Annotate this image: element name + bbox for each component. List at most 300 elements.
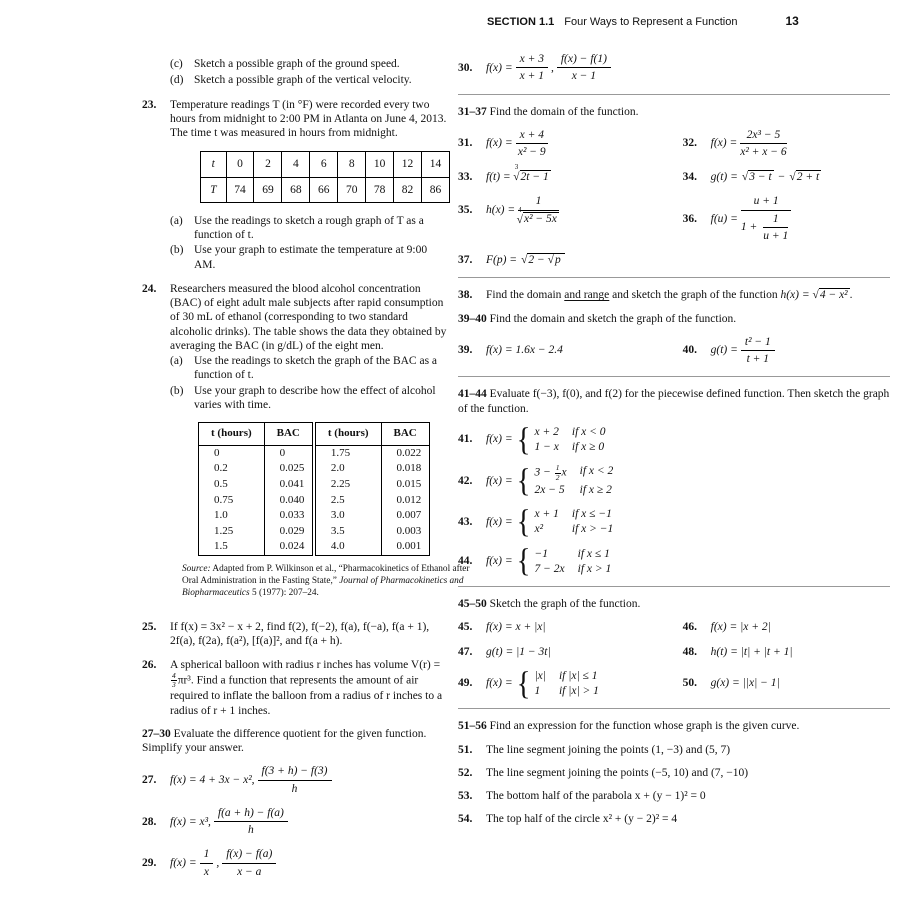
table-cell: 6 <box>310 152 338 177</box>
item-d <box>170 73 450 87</box>
case-expression: 1 <box>534 685 541 698</box>
table-header-row <box>199 423 430 446</box>
problem-number: 41. <box>458 433 473 446</box>
table-header: BAC <box>381 423 429 446</box>
case-condition: if x > 1 <box>577 562 612 575</box>
function-expression: f(u) = <box>710 212 738 225</box>
case-condition: if |x| > 1 <box>558 685 599 698</box>
radical-sign: √ <box>521 254 528 267</box>
square-root <box>521 253 565 267</box>
subitem-a <box>170 214 450 243</box>
function-expression: f(x) = |x + 2| <box>710 621 771 634</box>
table-cell: 14 <box>422 152 450 177</box>
piecewise-cases <box>517 464 614 497</box>
function-expression: f(t) = <box>486 170 511 183</box>
denominator: h <box>291 782 298 795</box>
numerator: 1 <box>518 194 559 210</box>
problem-number: 37. <box>458 254 473 267</box>
problem-number: 29. <box>142 857 157 870</box>
denominator: x² − 9 <box>517 146 546 158</box>
problem-text: If f(x) = 3x² − x + 2, find f(2), f(−2), f(a), f(−a), f(a + 1), 2f(a), f(2a), f(a²), [f(a)]², and f(a + h). <box>170 621 430 648</box>
table-cell: 68 <box>282 177 310 202</box>
problem-number: 53. <box>458 790 473 803</box>
radical-sign: √ <box>789 170 796 183</box>
table-cell: 2.25 <box>314 477 381 493</box>
table-row <box>199 539 430 555</box>
case-condition: if x ≤ 1 <box>577 547 610 560</box>
square-root <box>789 170 821 184</box>
fraction <box>516 128 548 160</box>
problem-text: The line segment joining the points (1, −3) and (5, 7) <box>486 743 731 756</box>
group-instruction: Find the domain and sketch the graph of the function. <box>489 312 737 325</box>
case-condition: if x < 2 <box>579 465 614 478</box>
left-brace: { <box>516 543 531 580</box>
fraction <box>200 847 214 879</box>
numerator: u + 1 <box>741 194 791 210</box>
table-row <box>199 524 430 540</box>
denominator-term: 1 + <box>740 221 758 234</box>
problem-number: 39. <box>458 344 473 357</box>
table-cell: 0.033 <box>264 508 314 524</box>
table-cell: 2.0 <box>314 461 381 477</box>
function-expression: f(x) = <box>486 61 513 74</box>
subitem-b <box>170 384 450 413</box>
problem-40 <box>683 335 890 367</box>
numerator: x + 4 <box>516 128 548 144</box>
expression-term: x <box>561 466 567 479</box>
problem-number: 26. <box>142 658 157 671</box>
root-index: 4 <box>518 205 522 214</box>
problem-number: 52. <box>458 766 473 779</box>
problem-43 <box>458 503 890 540</box>
table-header: t (hours) <box>199 423 265 446</box>
problem-number: 49. <box>458 677 473 690</box>
table-row <box>201 177 450 202</box>
problem-number: 33. <box>458 170 473 183</box>
subitem-b <box>170 243 450 272</box>
left-brace: { <box>516 503 531 540</box>
source-journal: Journal of Pharmacokinetics and Biopharmaceutics <box>182 576 464 599</box>
function-expression: f(x) = <box>170 857 197 870</box>
table-cell: 10 <box>366 152 394 177</box>
radicand: 4 − x² <box>819 289 848 302</box>
item-text: Use the readings to sketch a rough graph of T as a function of t. <box>194 214 424 241</box>
table-cell: 4.0 <box>314 539 381 555</box>
problem-46 <box>683 620 890 634</box>
radicand <box>527 253 564 266</box>
item-text: Sketch a possible graph of the vertical velocity. <box>194 74 412 87</box>
radical-sign: √ <box>513 171 520 184</box>
problem-number: 43. <box>458 515 473 528</box>
numerator: 2x³ − 5 <box>740 128 786 144</box>
source-text: Adapted from P. Wilkinson et al., “Pharmacokinetics of Ethanol after Oral Administration in the Fasting State,” <box>182 564 470 587</box>
table-cell: 0.024 <box>264 539 314 555</box>
table-header: BAC <box>264 423 314 446</box>
case-expression: 7 − 2x <box>534 562 565 575</box>
problem-number: 45. <box>458 621 473 634</box>
table-cell: 1.25 <box>214 524 234 537</box>
function-expression: f(x) = 1.6x − 2.4 <box>486 344 563 357</box>
function-expression <box>780 288 849 301</box>
function-expression: f(x) = <box>486 137 513 150</box>
problem-52 <box>458 766 890 780</box>
radicand: x² − 5x <box>523 213 557 226</box>
problem-31 <box>458 128 683 160</box>
table-cell: 0.029 <box>264 524 314 540</box>
problem-number: 24. <box>142 282 157 295</box>
function-expression: f(x) = <box>486 677 513 690</box>
section-title: Four Ways to Represent a Function <box>564 16 738 28</box>
denominator: x <box>203 865 210 878</box>
problem-53 <box>458 789 890 803</box>
case-expression: x + 2 <box>534 425 559 438</box>
case-condition: if x < 0 <box>571 425 606 438</box>
section-divider <box>458 586 890 587</box>
problem-text: The line segment joining the points (−5, 10) and (7, −10) <box>486 766 749 779</box>
problem-28 <box>142 806 450 838</box>
numerator: 4 <box>172 670 176 680</box>
radical-sign: √ <box>741 170 749 183</box>
section-divider <box>458 708 890 709</box>
case-condition: if |x| ≤ 1 <box>558 669 598 682</box>
table-row <box>201 152 450 177</box>
table-cell: 0.007 <box>381 508 429 524</box>
problem-number: 47. <box>458 645 473 658</box>
function-expression: g(t) = <box>710 344 738 357</box>
text-segment: A spherical balloon with radius r inches has volume V(r) = <box>170 658 441 671</box>
problem-range: 39–40 <box>458 312 487 325</box>
numerator: f(3 + h) − f(3) <box>258 764 332 780</box>
problem-number: 54. <box>458 813 473 826</box>
problem-number: 31. <box>458 137 473 150</box>
right-column <box>458 52 890 836</box>
problem-range: 27–30 <box>142 727 171 740</box>
section-label: SECTION 1.1 <box>487 16 555 28</box>
group-header-27-30 <box>142 727 450 756</box>
case-expression: −1 <box>534 547 549 560</box>
piecewise-cases <box>516 503 614 540</box>
problem-text: The top half of the circle x² + (y − 2)² = 4 <box>486 813 678 826</box>
problem-number: 28. <box>142 815 157 828</box>
radical-sign: √ <box>547 254 554 267</box>
problem-number: 42. <box>458 474 473 487</box>
fraction <box>741 335 775 367</box>
case-condition: if x ≥ 2 <box>579 483 612 496</box>
problem-number: 25. <box>142 621 157 634</box>
problem-number: 36. <box>682 212 697 225</box>
table-cell: 12 <box>394 152 422 177</box>
difference-quotient <box>258 764 332 796</box>
source-citation <box>182 563 478 599</box>
function-expression: f(x) = <box>486 515 513 528</box>
table-row <box>199 477 430 493</box>
table-cell: 0.022 <box>381 445 429 461</box>
table-cell: 69 <box>254 177 282 202</box>
problem-48 <box>683 645 890 659</box>
problem-34 <box>683 170 890 184</box>
case-expression: 2x − 5 <box>534 483 565 496</box>
table-cell: 78 <box>366 177 394 202</box>
comma: , <box>216 857 220 870</box>
table-cell: T <box>201 177 227 202</box>
table-cell: 1.0 <box>214 509 228 522</box>
denominator <box>516 205 559 227</box>
numerator: f(x) − f(1) <box>557 52 611 68</box>
piecewise-cases <box>516 543 612 580</box>
problem-range: 41–44 <box>458 388 487 401</box>
function-expression: g(t) = <box>710 170 738 183</box>
table-cell: 0.015 <box>381 477 429 493</box>
subitem-a <box>170 354 450 383</box>
problem-range: 51–56 <box>458 720 487 733</box>
item-text: Use your graph to describe how the effect of alcohol varies with time. <box>194 384 436 411</box>
denominator: x − a <box>237 865 262 878</box>
problem-text: Temperature readings T (in °F) were recorded every two hours from midnight to 2:00 PM in Atlanta on June 4, 2013. The time t was measured in hours from midnight. <box>170 98 447 139</box>
problem-number: 32. <box>682 137 697 150</box>
problem-row-39-40 <box>458 335 890 367</box>
numerator: t² − 1 <box>741 335 775 351</box>
item-c <box>170 57 450 71</box>
table-cell: 66 <box>310 177 338 202</box>
radicand: 2t − 1 <box>520 171 549 184</box>
table-cell: 0 <box>226 152 254 177</box>
problem-text: Researchers measured the blood alcohol concentration (BAC) of eight adult male subjects after rapid consumption of 30 mL of ethanol (corresponding to two standard alcoholic drinks). The table shows the data they obtained by averaging the BAC (in g/dL) of the eight men. <box>170 282 447 352</box>
item-text: Use the readings to sketch the graph of the BAC as a function of t. <box>194 355 438 382</box>
problem-number: 51. <box>458 743 473 756</box>
left-brace: { <box>516 665 531 702</box>
square-root <box>813 288 850 301</box>
case-condition: if x > −1 <box>571 523 614 536</box>
item-label: (c) <box>170 58 183 70</box>
numerator: 1 <box>200 847 214 863</box>
difference-quotient <box>214 806 288 838</box>
section-divider <box>458 277 890 278</box>
table-cell: 0.018 <box>381 461 429 477</box>
item-label: (d) <box>170 74 184 87</box>
function-expression: f(x) = x + |x| <box>486 621 546 634</box>
text-segment: πr³. Find a function that represents the amount of air required to inflate the balloon from a radius of r inches to a radius of r + 1 inches. <box>170 674 443 717</box>
problem-41 <box>458 421 890 458</box>
problem-number: 30. <box>458 61 473 74</box>
denominator: 3 <box>172 680 176 690</box>
problem-number: 34. <box>682 170 697 183</box>
problem-number: 50. <box>682 677 697 690</box>
table-header: t (hours) <box>314 423 381 446</box>
fraction <box>741 194 791 243</box>
problem-23 <box>142 98 450 273</box>
numerator: x + 3 <box>516 52 548 68</box>
problem-number: 35. <box>458 204 473 217</box>
problem-number: 46. <box>682 621 697 634</box>
table-cell: 0 <box>214 446 220 459</box>
nested-fraction <box>763 212 788 244</box>
fraction <box>171 672 177 690</box>
table-row <box>199 445 430 461</box>
table-cell: 82 <box>394 177 422 202</box>
problem-number: 48. <box>682 645 697 658</box>
table-cell: 0.012 <box>381 493 429 509</box>
bac-table <box>198 422 430 556</box>
square-root <box>742 170 774 184</box>
problem-range: 31–37 <box>458 105 487 118</box>
left-brace: { <box>516 421 531 458</box>
radicand: 2 + t <box>796 170 820 183</box>
numerator: f(a + h) − f(a) <box>214 806 288 822</box>
case-expression: 1 − x <box>534 441 559 454</box>
radicand-term: 2 − <box>528 254 545 267</box>
table-cell: 0.75 <box>214 493 234 506</box>
nested-square-root <box>548 253 563 266</box>
problem-38 <box>458 288 890 302</box>
case-condition: if x ≥ 0 <box>571 441 605 454</box>
problem-44 <box>458 543 890 580</box>
problem-33 <box>458 163 683 184</box>
table-cell: 0 <box>264 445 314 461</box>
source-label: Source: <box>182 564 211 574</box>
denominator: u + 1 <box>763 229 789 242</box>
piecewise-cases <box>516 665 599 702</box>
problem-row-31-32 <box>458 128 890 160</box>
group-header-41-44 <box>458 387 890 416</box>
problem-36 <box>683 194 890 243</box>
table-cell: 1.75 <box>314 445 381 461</box>
problem-number: 38. <box>458 289 473 302</box>
function-lead: h(x) = <box>780 289 810 302</box>
table-cell: 0.040 <box>264 493 314 509</box>
table-cell: 1.5 <box>214 540 228 553</box>
denominator: x + 1 <box>519 70 544 83</box>
problem-29 <box>142 847 450 879</box>
item-label: (b) <box>170 384 184 397</box>
table-row <box>199 493 430 509</box>
problem-37 <box>458 253 890 267</box>
denominator: x² + x − 6 <box>740 146 787 158</box>
denominator: t + 1 <box>746 353 770 366</box>
item-text: Use your graph to estimate the temperature at 9:00 AM. <box>194 244 428 271</box>
fourth-root <box>516 205 559 227</box>
table-row <box>199 461 430 477</box>
problem-row-35-36 <box>458 194 890 243</box>
group-instruction: Evaluate f(−3), f(0), and f(2) for the piecewise defined function. Then sketch the graph of the function. <box>458 388 890 415</box>
table-cell: 2.5 <box>314 493 381 509</box>
denominator <box>741 211 791 244</box>
problem-32 <box>683 128 890 160</box>
difference-quotient <box>222 847 276 879</box>
group-instruction: Evaluate the difference quotient for the given function. Simplify your answer. <box>142 727 427 755</box>
function-expression: g(x) = ||x| − 1| <box>710 677 780 690</box>
problem-45 <box>458 620 683 634</box>
table-cell: 0.003 <box>381 524 429 540</box>
problem-50 <box>683 676 890 690</box>
fraction <box>555 464 561 482</box>
problem-row-33-34 <box>458 163 890 184</box>
problem-text <box>170 658 450 718</box>
case-expression <box>535 464 567 482</box>
table-cell: 86 <box>422 177 450 202</box>
table-cell: 2 <box>254 152 282 177</box>
case-expression: |x| <box>534 669 546 682</box>
problem-26 <box>142 658 450 718</box>
table-row <box>199 508 430 524</box>
source-text: 5 (1977): 207–24. <box>249 588 319 599</box>
function-expression: f(x) = <box>486 555 513 568</box>
problem-row-45-46 <box>458 620 890 634</box>
problem-number: 27. <box>142 774 157 787</box>
denominator: x − 1 <box>571 70 597 83</box>
function-expression: h(x) = <box>486 204 516 217</box>
section-divider <box>458 94 890 95</box>
left-brace: { <box>516 462 531 499</box>
table-cell: 3.5 <box>314 524 381 540</box>
group-header-31-37 <box>458 105 890 119</box>
problem-number: 44. <box>458 555 473 568</box>
group-header-39-40 <box>458 312 890 326</box>
fraction <box>518 194 559 226</box>
root-index: 3 <box>514 163 519 172</box>
problem-range: 45–50 <box>458 598 487 611</box>
difference-quotient <box>557 52 611 84</box>
function-expression: f(x) = <box>710 137 738 150</box>
table-cell: 70 <box>338 177 366 202</box>
function-expression: F(p) = <box>486 254 518 267</box>
numerator: f(x) − f(a) <box>222 847 276 863</box>
radical-sign: √ <box>516 213 523 226</box>
comma: , <box>550 61 554 74</box>
problem-number: 40. <box>682 344 697 357</box>
case-condition: if x ≤ −1 <box>571 508 612 521</box>
table-cell: 0.001 <box>381 539 429 555</box>
table-cell: t <box>201 152 227 177</box>
minus-operator: − <box>777 170 786 183</box>
denominator: 2 <box>555 472 560 482</box>
problem-row-47-48 <box>458 645 890 659</box>
radicand: p <box>554 254 561 267</box>
problem-49 <box>458 665 683 702</box>
text-segment: and sketch the graph of the function <box>609 289 781 302</box>
table-cell: 3.0 <box>314 508 381 524</box>
problem-number: 23. <box>142 98 157 111</box>
table-cell: 4 <box>282 152 310 177</box>
section-divider <box>458 376 890 377</box>
numerator: 1 <box>555 463 560 473</box>
problem-30 <box>458 52 890 84</box>
period: . <box>849 289 853 302</box>
problem-54 <box>458 812 890 826</box>
table-cell: 0.2 <box>214 462 228 475</box>
temperature-table <box>200 151 450 203</box>
table-cell: 0.025 <box>264 461 314 477</box>
piecewise-cases <box>516 421 606 458</box>
problem-row-49-50 <box>458 665 890 702</box>
item-label: (a) <box>170 355 183 367</box>
table-cell: 0.041 <box>264 477 314 493</box>
problem-42 <box>458 464 890 497</box>
problem-47 <box>458 645 683 659</box>
underlined-text: and range <box>564 289 610 302</box>
function-expression: h(t) = |t| + |t + 1| <box>710 645 793 658</box>
page-number: 13 <box>785 14 799 28</box>
group-header-51-56 <box>458 719 890 733</box>
item-text: Sketch a possible graph of the ground speed. <box>194 58 400 70</box>
problem-27 <box>142 764 450 796</box>
problem-51 <box>458 743 890 757</box>
group-instruction: Find the domain of the function. <box>489 105 639 118</box>
problem-35 <box>458 194 683 226</box>
fraction <box>516 52 548 84</box>
case-expression: x + 1 <box>534 508 559 521</box>
group-instruction: Find an expression for the function whose graph is the given curve. <box>489 720 800 733</box>
item-label: (a) <box>170 214 183 227</box>
